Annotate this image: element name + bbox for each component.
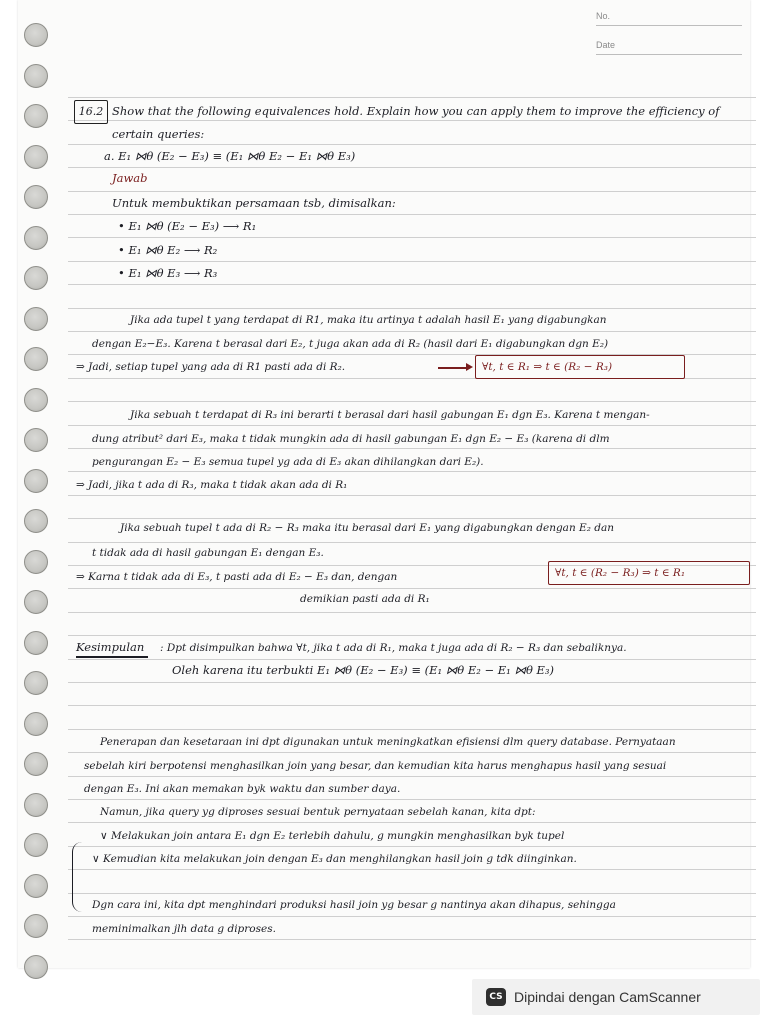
kesimpulan-line2: Oleh karena itu terbukti E₁ ⋈θ (E₂ − E₃) ≡ (E₁ ⋈θ E₂ − E₁ ⋈θ E₃) xyxy=(172,663,555,677)
binder-hole xyxy=(24,104,48,128)
binder-hole xyxy=(24,752,48,776)
binder-hole xyxy=(24,307,48,331)
para3-line2: t tidak ada di hasil gabungan E₁ dengan E₃. xyxy=(92,547,324,559)
binder-hole xyxy=(24,793,48,817)
ruled-line xyxy=(68,588,756,589)
jawab-heading: Jawab xyxy=(112,171,148,185)
para1-line3: ⇒ Jadi, setiap tupel yang ada di R1 pasti ada di R₂. xyxy=(76,361,346,373)
binder-hole xyxy=(24,226,48,250)
para4-line2: sebelah kiri berpotensi menghasilkan join yang besar, dan kemudian kita harus menghapus hasil yang sesuai xyxy=(84,760,667,772)
ruled-line xyxy=(68,471,756,472)
problem-statement-line1: Show that the following equivalences hold. Explain how you can apply them to improve the efficiency of xyxy=(112,104,720,118)
ruled-line xyxy=(68,495,756,496)
ruled-line xyxy=(68,682,756,683)
binder-hole xyxy=(24,631,48,655)
para4-line8: meminimalkan jlh data g diproses. xyxy=(92,923,276,935)
definition-r3: • E₁ ⋈θ E₃ ⟶ R₃ xyxy=(118,266,218,280)
ruled-line xyxy=(68,284,756,285)
ruled-line xyxy=(68,542,756,543)
binder-hole xyxy=(24,590,48,614)
answer-intro: Untuk membuktikan persamaan tsb, dimisalkan: xyxy=(112,196,396,210)
para4-line5: ∨ Melakukan join antara E₁ dgn E₂ terlebih dahulu, g mungkin menghasilkan byk tupel xyxy=(100,830,565,842)
ruled-line xyxy=(68,401,756,402)
binder-hole xyxy=(24,712,48,736)
left-brace xyxy=(72,842,83,912)
para4-line7: Dgn cara ini, kita dpt menghindari produksi hasil join yg besar g nantinya akan dihapus, sehingga xyxy=(92,899,616,911)
para4-line4: Namun, jika query yg diproses sesuai bentuk pernyataan sebelah kanan, kita dpt: xyxy=(100,806,536,818)
ruled-line xyxy=(68,237,756,238)
para3-line4: demikian pasti ada di R₁ xyxy=(300,593,430,605)
para4-line1: Penerapan dan kesetaraan ini dpt digunakan untuk meningkatkan efisiensi dlm query database. Pernyataan xyxy=(100,736,676,748)
ruled-line xyxy=(68,167,756,168)
binder-hole xyxy=(24,550,48,574)
conclusion-box-1 xyxy=(475,355,685,379)
ruled-line xyxy=(68,518,756,519)
ruled-line xyxy=(68,331,756,332)
binder-hole xyxy=(24,469,48,493)
date-label: Date xyxy=(596,40,616,50)
binder-hole xyxy=(24,833,48,857)
binder-hole xyxy=(24,23,48,47)
arrow-head-box1 xyxy=(466,363,473,371)
camscanner-watermark xyxy=(472,979,760,1015)
binder-hole xyxy=(24,874,48,898)
binder-hole xyxy=(24,266,48,290)
ruled-line xyxy=(68,261,756,262)
no-label: No. xyxy=(596,11,611,21)
camscanner-logo-icon: CS xyxy=(486,988,506,1006)
para3-line1: Jika sebuah tupel t ada di R₂ − R₃ maka itu berasal dari E₁ yang digabungkan dengan E₂ dan xyxy=(120,522,615,534)
conclusion-box-2 xyxy=(548,561,750,585)
binder-hole xyxy=(24,914,48,938)
ruled-line xyxy=(68,635,756,636)
para4-line3: dengan E₃. Ini akan memakan byk waktu dan sumber daya. xyxy=(84,783,401,795)
binder-hole xyxy=(24,388,48,412)
para1-line2: dengan E₂−E₃. Karena t berasal dari E₂, t juga akan ada di R₂ (hasil dari E₁ digabungkan dgn E₂) xyxy=(92,338,609,350)
date-line xyxy=(596,54,742,55)
ruled-line xyxy=(68,752,756,753)
ruled-line xyxy=(68,869,756,870)
kesimpulan-label: Kesimpulan xyxy=(76,640,145,654)
ruled-line xyxy=(68,729,756,730)
para1-line1: Jika ada tupel t yang terdapat di R1, maka itu artinya t adalah hasil E₁ yang digabungkan xyxy=(130,314,607,326)
ruled-line xyxy=(68,97,756,98)
binder-hole xyxy=(24,671,48,695)
ruled-line xyxy=(68,939,756,940)
kesimpulan-line1: : Dpt disimpulkan bahwa ∀t, jika t ada di R₁, maka t juga ada di R₂ − R₃ dan sebaliknya. xyxy=(160,642,627,654)
binder-hole xyxy=(24,428,48,452)
ruled-line xyxy=(68,308,756,309)
ruled-line xyxy=(68,846,756,847)
no-line xyxy=(596,25,742,26)
binder-hole xyxy=(24,347,48,371)
ruled-line xyxy=(68,144,756,145)
para2-line2: dung atribut² dari E₃, maka t tidak mungkin ada di hasil gabungan E₁ dgn E₂ − E₃ (karena di dlm xyxy=(92,433,610,445)
para2-line1: Jika sebuah t terdapat di R₃ ini berarti t berasal dari hasil gabungan E₁ dgn E₃. Karena t mengan- xyxy=(130,409,650,421)
binder-hole xyxy=(24,185,48,209)
para4-line6: ∨ Kemudian kita melakukan join dengan E₃ dan menghilangkan hasil join g tdk diinginkan. xyxy=(92,853,577,865)
para3-line3: ⇒ Karna t tidak ada di E₃, t pasti ada di E₂ − E₃ dan, dengan xyxy=(76,571,398,583)
ruled-line xyxy=(68,705,756,706)
ruled-line xyxy=(68,916,756,917)
ruled-line xyxy=(68,893,756,894)
para2-line4: ⇒ Jadi, jika t ada di R₃, maka t tidak akan ada di R₁ xyxy=(76,479,348,491)
arrow-to-box1 xyxy=(438,367,466,369)
box2-formula: ∀t, t ∈ (R₂ − R₃) ⇒ t ∈ R₁ xyxy=(555,567,686,579)
ruled-line xyxy=(68,659,756,660)
definition-r1: • E₁ ⋈θ (E₂ − E₃) ⟶ R₁ xyxy=(118,219,257,233)
camscanner-text: Dipindai dengan CamScanner xyxy=(514,989,701,1005)
ruled-line xyxy=(68,822,756,823)
problem-part-a: a. E₁ ⋈θ (E₂ − E₃) ≡ (E₁ ⋈θ E₂ − E₁ ⋈θ E₃) xyxy=(104,149,356,163)
binder-hole xyxy=(24,145,48,169)
problem-number: 16.2 xyxy=(74,100,108,124)
binder-hole xyxy=(24,955,48,979)
ruled-line xyxy=(68,191,756,192)
ruled-line xyxy=(68,425,756,426)
ruled-line xyxy=(68,612,756,613)
binder-hole xyxy=(24,64,48,88)
para2-line3: pengurangan E₂ − E₃ semua tupel yg ada di E₃ akan dihilangkan dari E₂). xyxy=(92,456,484,468)
ruled-line xyxy=(68,120,756,121)
ruled-line xyxy=(68,799,756,800)
binder-hole xyxy=(24,509,48,533)
ruled-line xyxy=(68,776,756,777)
problem-statement-line2: certain queries: xyxy=(112,127,205,141)
ruled-line xyxy=(68,448,756,449)
kesimpulan-underline xyxy=(76,656,148,658)
definition-r2: • E₁ ⋈θ E₂ ⟶ R₂ xyxy=(118,243,218,257)
binder-holes xyxy=(24,0,50,968)
box1-formula: ∀t, t ∈ R₁ ⇒ t ∈ (R₂ − R₃) xyxy=(482,361,613,373)
ruled-line xyxy=(68,214,756,215)
